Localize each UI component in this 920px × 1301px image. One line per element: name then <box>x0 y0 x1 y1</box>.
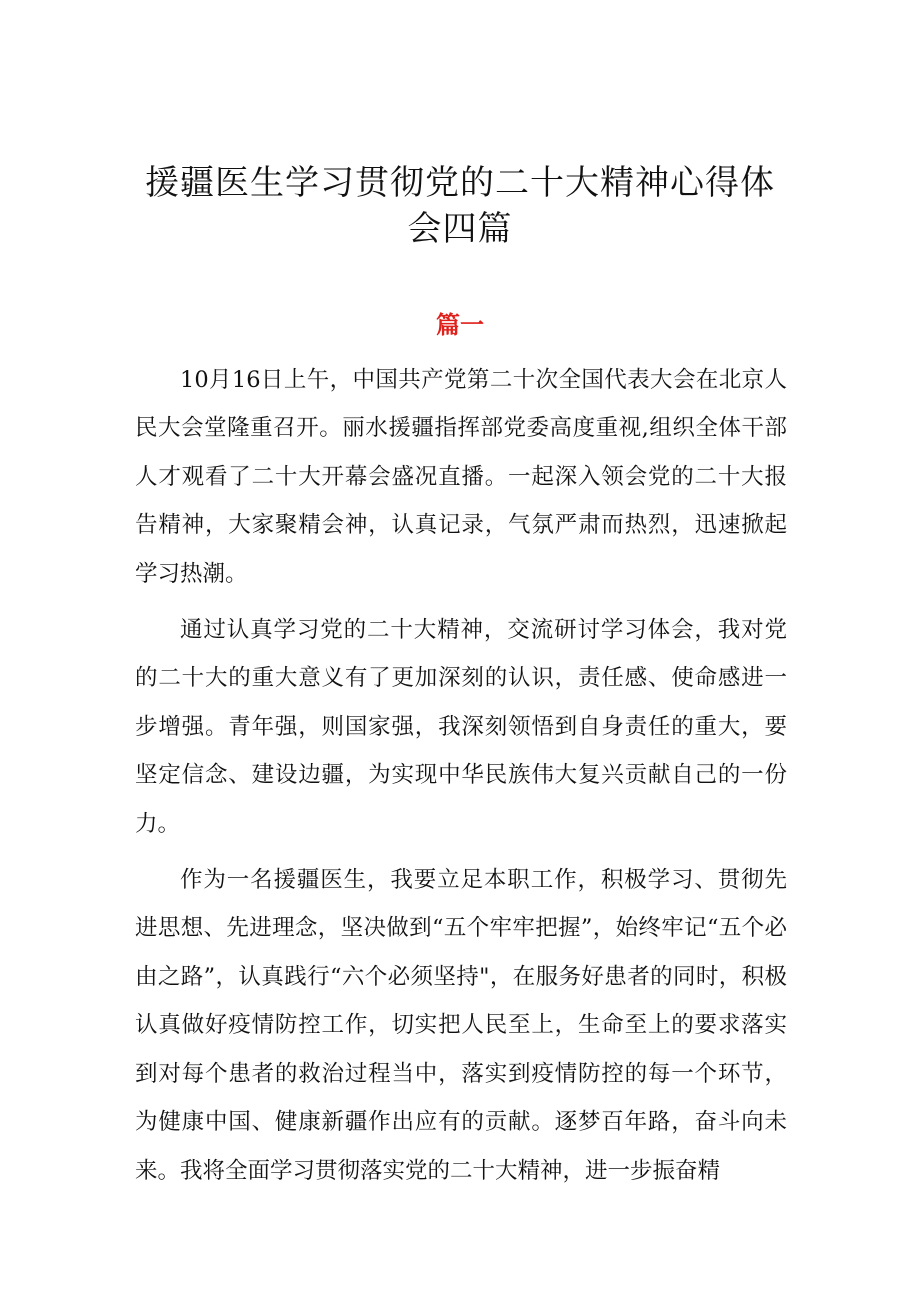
paragraph-2: 通过认真学习党的二十大精神，交流研讨学习体会，我对党的二十大的重大意义有了更加深刻的认识，责任感、使命感进一步增强。青年强，则国家强，我深刻领悟到自身责任的重大，要坚定信念、建设边疆，为实现中华民族伟大复兴贡献自己的一份力。 <box>135 617 787 837</box>
document-title-line-1: 援疆医生学习贯彻党的二十大精神心得体 <box>145 163 775 203</box>
paragraph-1: 10月16日上午，中国共产党第二十次全国代表大会在北京人民大会堂隆重召开。丽水援疆指挥部党委高度重视,组织全体干部人才观看了二十大开幕会盛况直播。一起深入领会党的二十大报告精神，大家聚精会神，认真记录，气氛严肃而热烈，迅速掀起学习热潮。 <box>135 367 787 587</box>
section-heading: 篇一 <box>436 311 484 339</box>
paragraph-3: 作为一名援疆医生，我要立足本职工作，积极学习、贯彻先进思想、先进理念，坚决做到“五个牢牢把握”，始终牢记“五个必由之路”，认真践行“六个必须坚持"，在服务好患者的同时，积极认真做好疫情防控工作，切实把人民至上，生命至上的要求落实到对每个患者的救治过程当中，落实到疫情防控的每一个环节，为健康中国、健康新疆作出应有的贡献。逐梦百年路，奋斗向未来。我将全面学习贯彻落实党的二十大精神，进一步振奋精 <box>135 867 787 1184</box>
document-title <box>130 160 790 252</box>
section-body <box>135 356 787 1203</box>
document-title-line-2: 会四篇 <box>407 209 513 249</box>
